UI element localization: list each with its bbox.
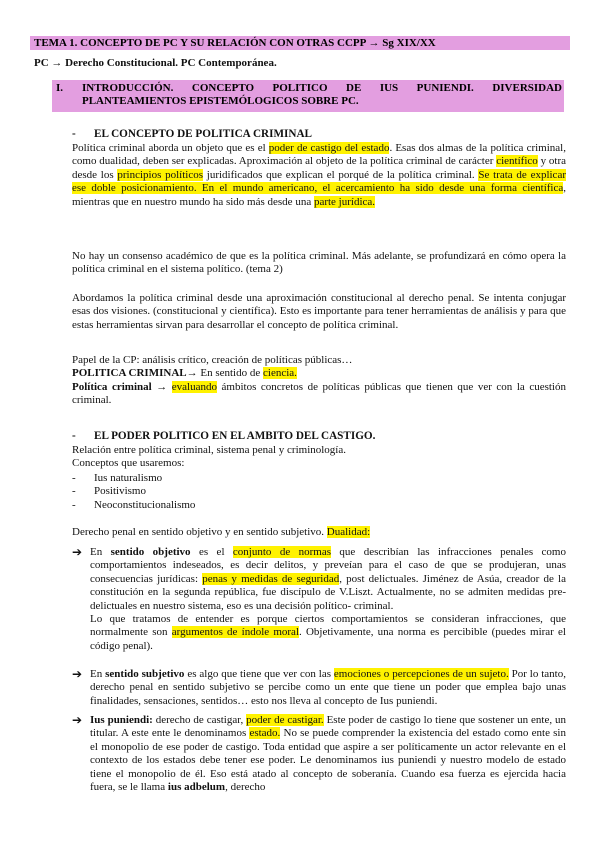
highlight: poder de castigar. bbox=[246, 714, 324, 726]
section-title bbox=[82, 82, 562, 109]
list-item: - Neoconstitucionalismo bbox=[72, 498, 196, 511]
heading-concepto: - EL CONCEPTO DE POLITICA CRIMINAL bbox=[72, 128, 312, 140]
list-item: - Positivismo bbox=[72, 485, 146, 498]
highlight: ciencia. bbox=[263, 367, 297, 380]
paragraph-2: No hay un consenso académico de que es la política criminal. Más adelante, se profundizará en cómo opera la política criminal en el sistema político. (tema 2) bbox=[72, 250, 566, 276]
arrow-icon: ➔ bbox=[72, 667, 83, 681]
highlight: Se trata de explicar ese doble posicionamiento. En el mundo americano, el acercamiento ha sido desde una bbox=[72, 168, 566, 195]
bullet-sentido-subjetivo: ➔ En sentido subjetivo es algo que tiene que ver con las emociones o percepciones de un sujeto. Por lo tanto, derecho penal en sentido subjetivo se percibe como un ente que tiene un poder que emplea bajo unas finalidades, sensaciones, sentidos… esto nos lleva al concepto de Ius puniendi. bbox=[72, 667, 566, 707]
section-title-line2: PLANTEAMIENTOS EPISTEMÓLOGICOS SOBRE PC. bbox=[82, 95, 359, 108]
bullet-sentido-objetivo: ➔ En sentido objetivo es el conjunto de normas que describían las infracciones penales como comportamientos indeseados, es decir delitos, y preveían para el caso de que se produjeran, unas consecuencias jurídicas: penas y medidas de seguridad, post delictuales. Jiménez de Asúa, creador de la constitución en la segunda república, fue discípulo de V.Liszt. Actualmente, no se admiten medidas pre-delictuales en nuestro sistema, eso es una decisión político- criminal. Lo que tratamos de entender es porque ciertos comportamientos se consideran infracciones, que normalmente son argumentos de índole moral. Objetivamente, una norma es percibible (puedes mirar el código penal). bbox=[72, 545, 566, 652]
cp-role-line: Papel de la CP: análisis crítico, creación de políticas públicas… bbox=[72, 354, 353, 366]
list-item: - Ius naturalismo bbox=[72, 472, 163, 484]
politica-criminal-line: POLITICA CRIMINAL→ En sentido de ciencia. bbox=[72, 367, 297, 380]
bullet-ius-puniendi: ➔ Ius puniendi: derecho de castigar, poder de castigar. Este poder de castigo lo tiene que sostener un ente, un titular. A este ente le denominamos estado. No se puede comprender la existencia del estado como ente sin el monopolio de ese poder de castigo. Toda entidad que aspire a ser políticamente un actor relevante en el contexto de los estados debe tener ese poder. Le denominamos ius puniendi y nuestro modelo de estado tiene el monopolio de él. Eso está atado al concepto de soberanía. Cuando esa fuerza es ejercida hacia fuera, se le llama ius adbelum, derecho bbox=[72, 713, 566, 794]
paragraph-5: Relación entre política criminal, sistema penal y criminología. Conceptos que usaremos: bbox=[72, 444, 346, 470]
tema-title: TEMA 1. CONCEPTO DE PC Y SU RELACIÓN CON OTRAS CCPP → Sg XIX/XX bbox=[30, 36, 570, 50]
heading-concepto-text: EL CONCEPTO DE POLITICA CRIMINAL bbox=[94, 128, 312, 140]
heading-poder: - EL PODER POLITICO EN EL AMBITO DEL CASTIGO. bbox=[72, 430, 376, 442]
highlight: argumentos de índole moral bbox=[171, 626, 300, 639]
highlight: científico bbox=[496, 155, 538, 168]
highlight: emociones o percepciones de un sujeto. bbox=[333, 668, 509, 680]
highlight: penas y medidas de seguridad bbox=[202, 572, 340, 585]
concepts-list bbox=[72, 472, 566, 512]
heading-poder-text: EL PODER POLITICO EN EL AMBITO DEL CASTIGO. bbox=[94, 430, 376, 442]
arrow-icon: ➔ bbox=[72, 713, 83, 727]
highlight: forma científica bbox=[490, 182, 564, 195]
highlight: principios políticos bbox=[117, 168, 204, 181]
paragraph-6: Derecho penal en sentido objetivo y en sentido subjetivo. Dualidad: bbox=[72, 526, 371, 538]
highlight: evaluando bbox=[171, 380, 217, 393]
highlight: poder de castigo del estado bbox=[268, 142, 390, 154]
paragraph-4 bbox=[72, 354, 566, 408]
highlight: parte jurídica. bbox=[313, 195, 376, 208]
paragraph-1: Política criminal aborda un objeto que es el poder de castigo del estado. Esas dos almas de la política criminal, como dualidad, deben ser explicadas. Aproximación al objeto de la política criminal de carácter científico y otra desde los principios políticos juridificados que explican el porqué de la política criminal. Se trata de explicar ese doble posicionamiento. En el mundo americano, el acercamiento ha sido desde una forma científica, mientras que en nuestro mundo ha sido más desde una parte jurídica. bbox=[72, 142, 566, 208]
highlight: conjunto de normas bbox=[232, 546, 332, 558]
section-title-line1: INTRODUCCIÓN. CONCEPTO POLITICO DE IUS PUNIENDI. DIVERSIDAD bbox=[82, 82, 562, 94]
paragraph-3: Abordamos la política criminal desde una aproximación constitucional al derecho penal. Se intenta conjugar esas dos visiones. (constitucional y científica). Esto es importante para tener herramientas de análisis y para que estas herramientas sirvan para desarrollar el concepto de política criminal. bbox=[72, 292, 566, 331]
section-number: I. bbox=[56, 82, 64, 94]
section-heading bbox=[52, 80, 564, 112]
highlight: Dualidad: bbox=[326, 526, 371, 538]
pc-line: PC → Derecho Constitucional. PC Contemporánea. bbox=[34, 57, 277, 69]
highlight: estado. bbox=[249, 727, 281, 740]
politica-criminal-def: Política criminal → evaluando ámbitos concretos de políticas públicas que tienen que ver con la cuestión criminal. bbox=[72, 380, 566, 407]
arrow-icon: ➔ bbox=[72, 545, 83, 559]
